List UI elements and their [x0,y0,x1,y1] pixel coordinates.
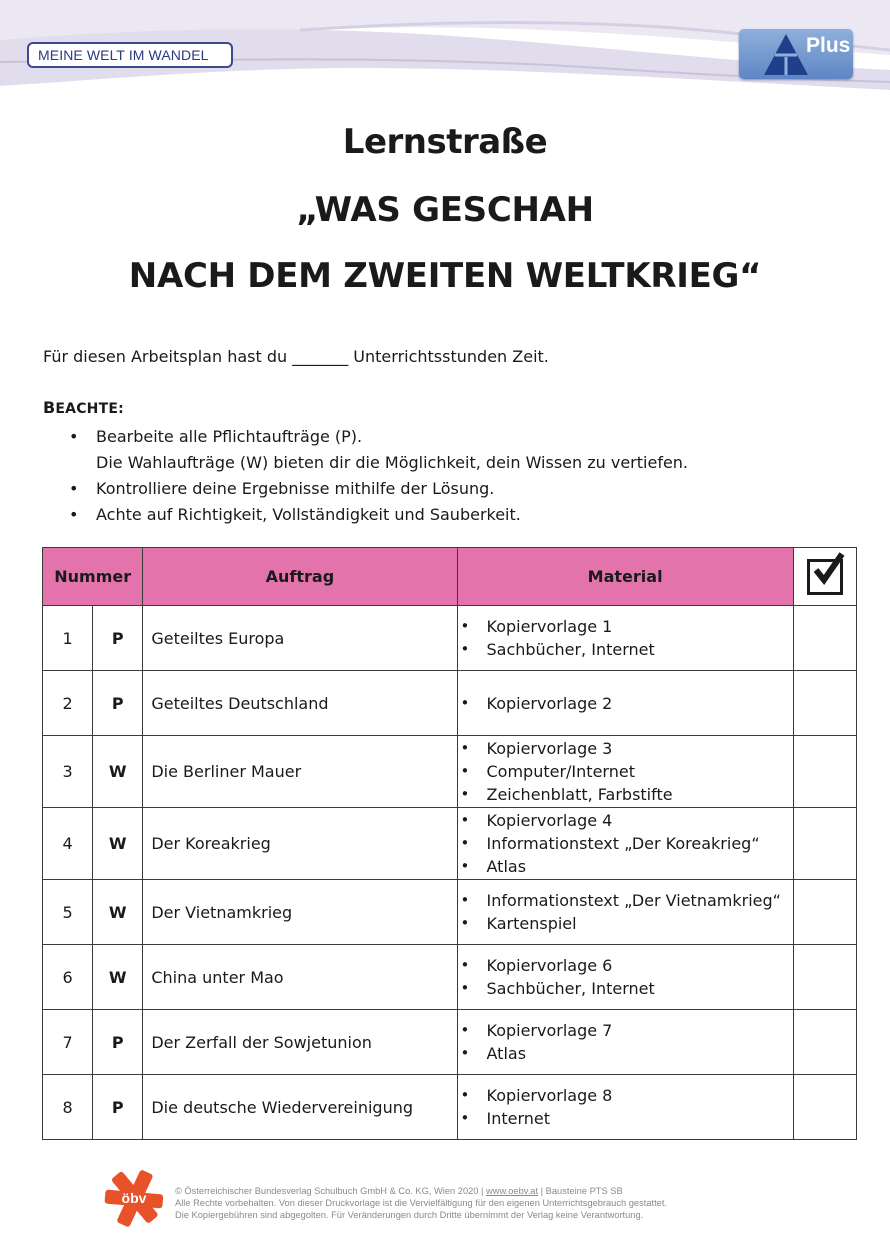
page-subtitle-line-2: NACH DEM ZWEITEN WELTKRIEG“ [128,256,762,296]
page-subtitle-line-1: „WAS GESCHAH [296,190,594,230]
material-item: • Informationstext „Der Vietnamkrieg“ [458,889,792,912]
row-task: Der Koreakrieg [143,808,457,880]
table-row [43,808,857,880]
footer-line-3: Die Kopiergebühren sind abgegolten. Für Veränderungen durch Dritte übernimmt der Verlag keine Verantwortung. [175,1210,644,1220]
footer-publisher: © Österreichischer Bundesverlag Schulbuch GmbH & Co. KG, Wien 2020 | [175,1186,487,1196]
checkbox-icon [807,559,843,595]
footer-line-2: Alle Rechte vorbehalten. Von dieser Druckvorlage ist die Vervielfältigung für den eigenen Unterrichtsgebrauch gestattet. [175,1198,667,1208]
row-material [457,945,793,1010]
note-item [43,502,843,528]
row-number: 5 [43,880,93,945]
row-type: W [93,736,143,808]
table-row [43,1010,857,1075]
row-task: Der Vietnamkrieg [143,880,457,945]
row-check-cell[interactable] [793,736,856,808]
table-row [43,880,857,945]
row-check-cell[interactable] [793,880,856,945]
row-material [457,880,793,945]
row-task: Geteiltes Europa [143,606,457,671]
row-number: 2 [43,671,93,736]
row-material [457,1075,793,1140]
material-item: • Kopiervorlage 7 [458,1019,792,1042]
row-task: Die deutsche Wiedervereinigung [143,1075,457,1140]
note-item-text: • Bearbeite alle Pflichtaufträge (P). [96,427,363,446]
row-number: 3 [43,736,93,808]
material-item: • Kopiervorlage 4 [458,809,792,832]
row-material [457,736,793,808]
triangle-logo-icon [763,33,809,77]
row-check-cell[interactable] [793,945,856,1010]
row-type: P [93,1010,143,1075]
footer-website-link[interactable]: www.oebv.at [486,1186,539,1196]
material-item: • Sachbücher, Internet [458,638,792,661]
row-type: W [93,880,143,945]
material-item: • Sachbücher, Internet [458,977,792,1000]
header-number: Nummer [43,548,143,606]
table-row [43,1075,857,1140]
intro-text: Für diesen Arbeitsplan hast du _______ Unterrichtsstunden Zeit. [43,347,549,366]
material-item: • Atlas [458,855,792,878]
row-type: P [93,671,143,736]
checkmark-icon [808,552,848,592]
notes-heading [43,398,124,417]
notes-heading-initial: B [43,398,56,417]
footer-copyright [175,1185,875,1221]
row-task: China unter Mao [143,945,457,1010]
plus-logo [739,29,853,79]
row-material [457,606,793,671]
note-item-text: • Kontrolliere deine Ergebnisse mithilfe der Lösung. [96,479,495,498]
row-number: 7 [43,1010,93,1075]
row-check-cell[interactable] [793,808,856,880]
row-type: P [93,606,143,671]
note-item [43,424,843,476]
notes-heading-rest: EACHTE: [55,401,124,417]
row-check-cell[interactable] [793,1075,856,1140]
oebv-logo-icon [103,1167,165,1229]
series-badge: MEINE WELT IM WANDEL [27,42,233,68]
material-item: • Computer/Internet [458,760,792,783]
row-type: P [93,1075,143,1140]
note-item [43,476,843,502]
oebv-logo-text: öbv [121,1190,147,1206]
table-row [43,736,857,808]
material-item: • Zeichenblatt, Farbstifte [458,783,792,806]
material-item: • Informationstext „Der Koreakrieg“ [458,832,792,855]
header-task: Auftrag [143,548,457,606]
note-item-text: • Achte auf Richtigkeit, Vollständigkeit und Sauberkeit. [96,505,521,524]
row-task: Der Zerfall der Sowjetunion [143,1010,457,1075]
row-material [457,808,793,880]
row-number: 8 [43,1075,93,1140]
material-item: • Kopiervorlage 8 [458,1084,792,1107]
header-check [793,548,856,606]
row-type: W [93,808,143,880]
material-item: • Kopiervorlage 1 [458,615,792,638]
material-item: • Atlas [458,1042,792,1065]
material-item: • Kartenspiel [458,912,792,935]
work-plan-table [42,547,857,1140]
note-item-text-continued: Die Wahlaufträge (W) bieten dir die Möglichkeit, dein Wissen zu vertiefen. [96,453,689,472]
row-number: 1 [43,606,93,671]
header-material: Material [457,548,793,606]
row-check-cell[interactable] [793,606,856,671]
row-material [457,1010,793,1075]
table-row [43,945,857,1010]
footer-series: | Bausteine PTS SB [538,1186,623,1196]
row-number: 6 [43,945,93,1010]
plus-logo-text: Plus [806,34,851,57]
table-header-row [43,548,857,606]
material-item: • Internet [458,1107,792,1130]
notes-list [43,424,843,528]
row-task: Die Berliner Mauer [143,736,457,808]
row-type: W [93,945,143,1010]
table-row [43,606,857,671]
material-item: • Kopiervorlage 3 [458,737,792,760]
row-material [457,671,793,736]
row-check-cell[interactable] [793,671,856,736]
material-item: • Kopiervorlage 6 [458,954,792,977]
row-number: 4 [43,808,93,880]
row-check-cell[interactable] [793,1010,856,1075]
page-title: Lernstraße [342,122,548,162]
table-row [43,671,857,736]
material-item: • Kopiervorlage 2 [458,692,792,715]
row-task: Geteiltes Deutschland [143,671,457,736]
footer-line-1 [175,1185,875,1197]
